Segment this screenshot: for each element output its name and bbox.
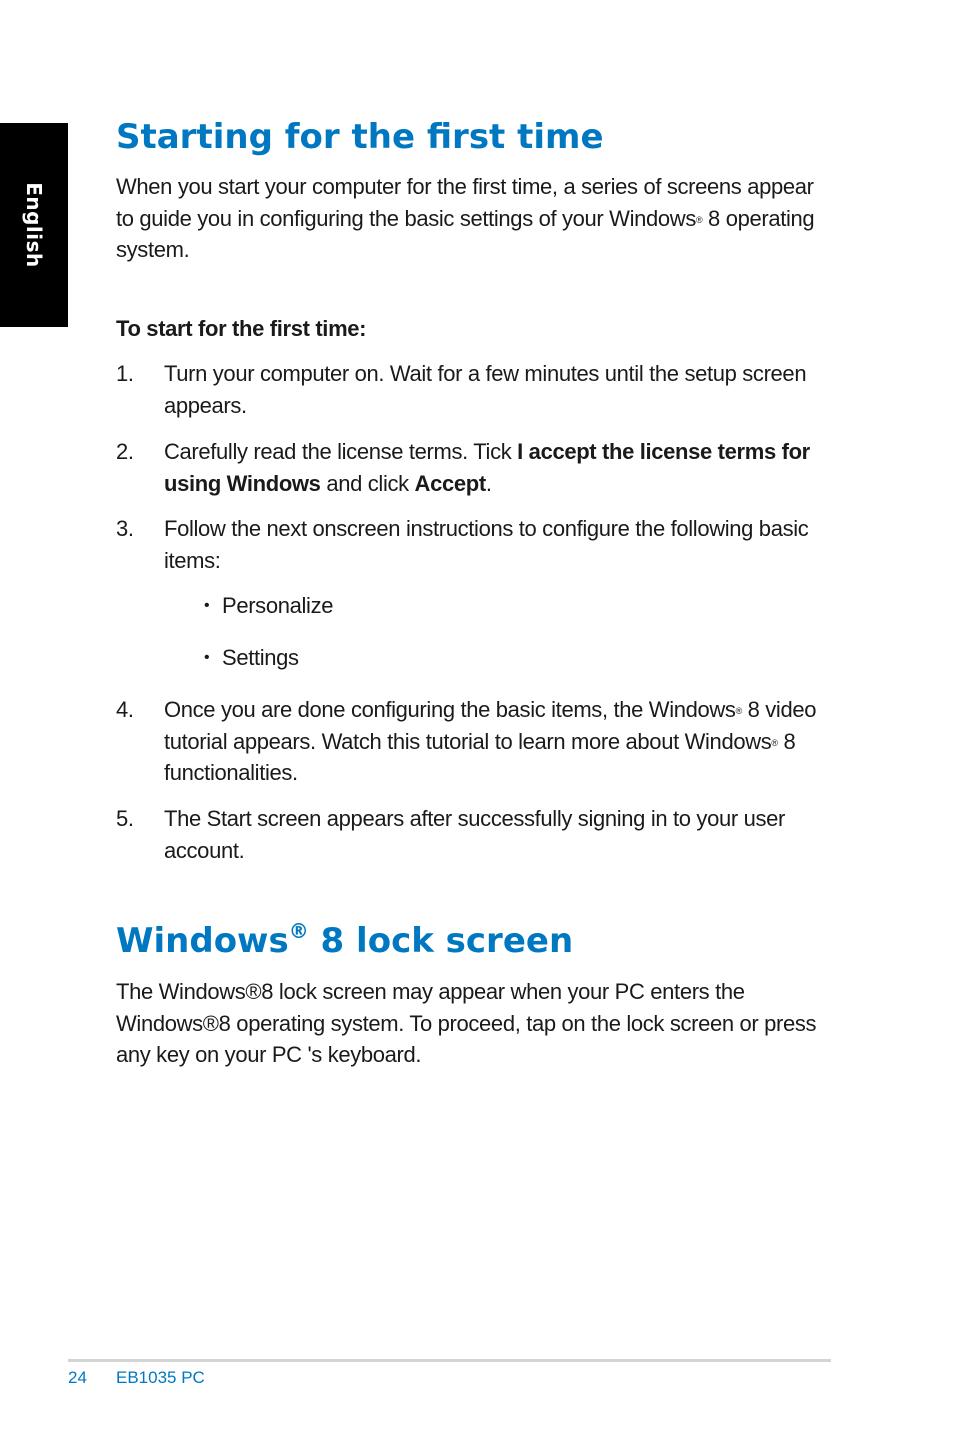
step-number: 5. [116,806,134,831]
registered-mark: ® [735,706,742,716]
bullet-settings [204,642,299,674]
procedure-heading: To start for the first time: [116,316,367,341]
section-title-first-time: Starting for the first time [116,117,604,157]
lock-screen-paragraph: The Windows®8 lock screen may appear when your PC enters the Windows®8 operating system. To proceed, tap on the lock screen or press any key on your PC 's keyboard. [116,979,817,1067]
step-4 [116,694,836,789]
step-number: 3. [116,516,134,541]
step-number: 1. [116,361,134,386]
step-text: Once you are done configuring the basic items, the Windows® 8 video tutorial appears. Watch this tutorial to learn more about Windows® 8 functionalities. [164,697,817,785]
step-text: Follow the next onscreen instructions to configure the following basic items: [164,516,809,573]
step-text: Carefully read the license terms. Tick I accept the license terms for using Windows and click Accept. [164,439,810,496]
step-number: 4. [116,697,134,722]
step-3 [116,513,836,576]
bullet-dot-icon: • [204,649,210,666]
step-1 [116,358,836,421]
step-text: Turn your computer on. Wait for a few minutes until the setup screen appears. [164,361,807,418]
bullet-text: Personalize [222,593,334,618]
step-number: 2. [116,439,134,464]
accept-terms-option: I accept the license terms for using Windows [164,439,810,496]
bullet-text: Settings [222,645,299,670]
registered-mark: ® [288,918,309,943]
language-tab-label: English [22,182,46,268]
step-text: The Start screen appears after successfully signing in to your user account. [164,806,785,863]
page-number: 24 [68,1368,87,1387]
footer-divider [68,1359,831,1362]
step-5 [116,803,836,866]
intro-paragraph: When you start your computer for the first time, a series of screens appear to guide you in configuring the basic settings of your Windows® 8 operating system. [116,174,815,262]
bullet-dot-icon: • [204,597,210,614]
section-title-lock-screen: Windows® 8 lock screen [116,918,574,961]
registered-mark: ® [771,737,778,748]
bullet-personalize [204,590,333,622]
step-2 [116,436,836,499]
registered-mark: ® [695,214,703,225]
accept-button-label: Accept [414,470,486,496]
product-model: EB1035 PC [116,1368,205,1387]
